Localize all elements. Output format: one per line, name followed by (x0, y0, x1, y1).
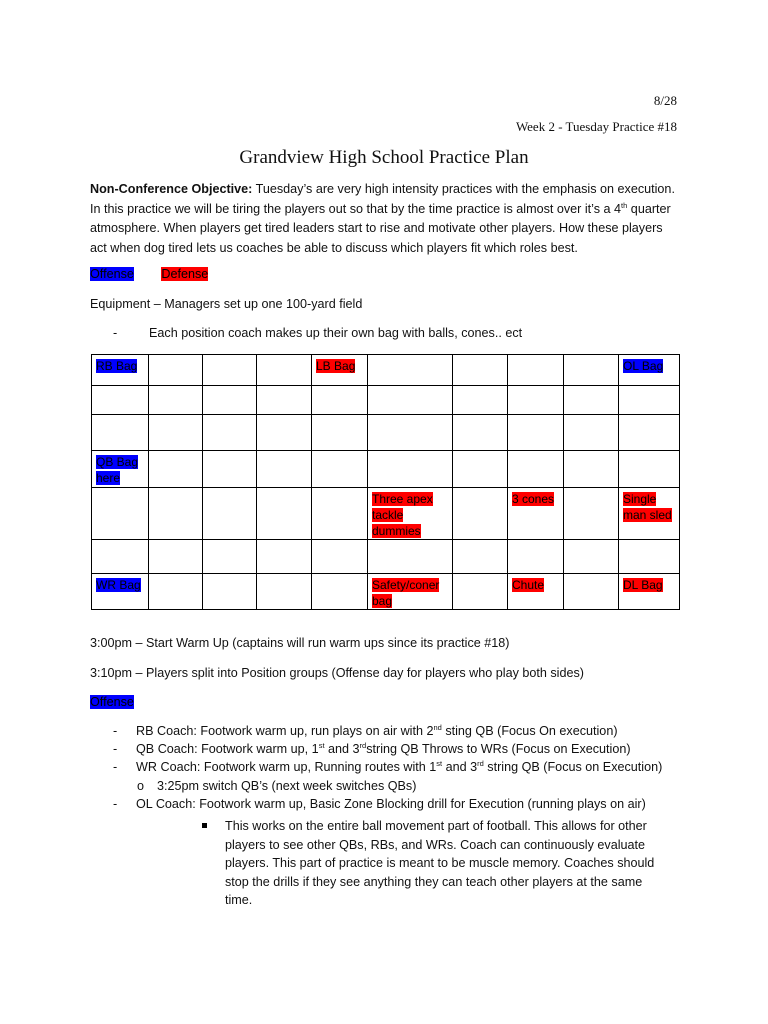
list-item-qb (113, 740, 693, 758)
defense-tag: Defense (161, 267, 209, 281)
table-cell (257, 355, 312, 386)
table-cell (203, 415, 257, 451)
table-cell (453, 540, 508, 574)
table-cell (203, 451, 257, 488)
qb-sup-2: rd (359, 741, 367, 751)
date: 8/28 (653, 93, 677, 108)
table-cell (257, 386, 312, 415)
table-cell (564, 415, 619, 451)
table-cell (257, 415, 312, 451)
ol-text: OL Coach: Footwork warm up, Basic Zone Blocking drill for Execution (running plays on air) (136, 796, 646, 811)
table-cell (312, 540, 368, 574)
objective-label: Non-Conference Objective: (90, 182, 253, 196)
table-cell (508, 355, 564, 386)
warmup-line: 3:00pm – Start Warm Up (captains will run warm ups since its practice #18) (90, 636, 510, 650)
list-item-ol (113, 795, 693, 813)
table-cell (619, 355, 680, 386)
table-cell (619, 540, 680, 574)
table-cell (203, 386, 257, 415)
table-cell (203, 574, 257, 610)
cell-label: LB Bag (316, 359, 356, 373)
table-cell (368, 488, 453, 540)
legend-tags (90, 267, 232, 281)
table-cell (149, 355, 203, 386)
field-layout-table (91, 354, 680, 610)
table-cell (257, 488, 312, 540)
objective-text-2: quarter atmosphere. When players get tired leaders start to rise and motivate other players. How these players act when dog tired lets us coaches be able to discuss which players fit which roles best. (90, 201, 671, 255)
table-cell (203, 488, 257, 540)
cell-label: Safety/coner bag (372, 578, 440, 608)
table-cell (508, 540, 564, 574)
table-cell (619, 574, 680, 610)
table-cell (149, 574, 203, 610)
table-cell (368, 415, 453, 451)
cell-label: Three apex tackle dummies (372, 492, 433, 538)
qb-text-2: and 3 (324, 742, 360, 757)
list-item-wr-sub (113, 777, 693, 795)
ol-note-text: This works on the entire ball movement part of football. This allows for other players to see other QBs, RBs, and WRs. Coach can continuously evaluate players. This part of practice is meant to be muscle memory. Coaches should stop the drills if they see anything they can teach other players at the same time. (225, 819, 655, 908)
wr-sup-1: st (436, 759, 443, 769)
cell-label: RB Bag (96, 359, 138, 373)
list-item-rb (113, 722, 693, 740)
dash-marker: - (113, 796, 118, 811)
list-item-wr (113, 758, 693, 776)
table-cell (257, 540, 312, 574)
wr-text-2: and 3 (442, 760, 478, 775)
table-cell (257, 574, 312, 610)
page-title: Grandview High School Practice Plan (239, 147, 529, 168)
table-cell (508, 574, 564, 610)
offense-tag-2: Offense (90, 695, 134, 709)
table-cell (92, 355, 149, 386)
table-cell (619, 488, 680, 540)
wr-sub-text: 3:25pm switch QB’s (next week switches QBs) (157, 778, 417, 793)
table-cell (453, 574, 508, 610)
table-row (92, 386, 680, 415)
table-cell (453, 451, 508, 488)
table-cell (149, 415, 203, 451)
table-cell (92, 488, 149, 540)
table-cell (149, 451, 203, 488)
table-cell (453, 488, 508, 540)
table-cell (257, 451, 312, 488)
table-cell (619, 451, 680, 488)
table-row (92, 355, 680, 386)
wr-sup-2: rd (477, 759, 484, 769)
table-cell (564, 451, 619, 488)
table-row (92, 488, 680, 540)
wr-text-3: string QB (Focus on Execution) (483, 760, 663, 775)
table-cell (564, 488, 619, 540)
table-cell (453, 415, 508, 451)
offense-tag: Offense (90, 267, 134, 281)
cell-label: Chute (512, 578, 545, 592)
square-bullet-icon (202, 823, 207, 828)
table-row (92, 451, 680, 488)
cell-label: OL Bag (623, 359, 664, 373)
table-cell (312, 355, 368, 386)
table-cell (92, 540, 149, 574)
table-cell (453, 355, 508, 386)
table-cell (203, 540, 257, 574)
table-cell (508, 415, 564, 451)
table-cell (312, 451, 368, 488)
table-cell (92, 574, 149, 610)
cell-label: Single man sled (623, 492, 672, 522)
rb-text-2: sting QB (Focus On execution) (441, 724, 618, 738)
dash-marker: - (113, 326, 118, 340)
table-cell (312, 415, 368, 451)
ol-note (206, 817, 666, 910)
table-cell (508, 451, 564, 488)
table-row (92, 574, 680, 610)
table-cell (92, 386, 149, 415)
cell-label: 3 cones (512, 492, 555, 506)
table-cell (619, 386, 680, 415)
rb-text-1: RB Coach: Footwork warm up, run plays on air with 2 (136, 724, 434, 738)
split-line: 3:10pm – Players split into Position groups (Offense day for players who play both sides) (90, 666, 584, 680)
qb-text-3: string QB Throws to WRs (Focus on Execution) (366, 742, 631, 757)
table-row (92, 540, 680, 574)
table-cell (149, 386, 203, 415)
table-cell (92, 415, 149, 451)
table-cell (564, 540, 619, 574)
table-cell (564, 355, 619, 386)
table-cell (312, 574, 368, 610)
dash-marker: - (113, 724, 118, 738)
table-cell (149, 488, 203, 540)
cell-label: WR Bag (96, 578, 141, 592)
rb-sup: nd (433, 722, 442, 732)
cell-label: QB Bag here (96, 455, 139, 485)
qb-sup-1: st (318, 741, 325, 751)
coach-list (113, 722, 693, 813)
table-cell (564, 574, 619, 610)
objective-paragraph (90, 180, 680, 258)
table-cell (508, 386, 564, 415)
objective-sup: th (621, 200, 628, 210)
equipment-bullet-text: Each position coach makes up their own bag with balls, cones.. ect (149, 326, 523, 340)
table-cell (92, 451, 149, 488)
cell-label: DL Bag (623, 578, 663, 592)
table-cell (368, 574, 453, 610)
table-cell (312, 488, 368, 540)
table-cell (453, 386, 508, 415)
table-cell (564, 386, 619, 415)
table-cell (312, 386, 368, 415)
equipment-heading: Equipment – Managers set up one 100-yard field (90, 297, 363, 311)
qb-text-1: QB Coach: Footwork warm up, 1 (136, 742, 319, 757)
table-cell (368, 451, 453, 488)
table-cell (619, 415, 680, 451)
table-row (92, 415, 680, 451)
table-cell (149, 540, 203, 574)
wr-text-1: WR Coach: Footwork warm up, Running routes with 1 (136, 760, 437, 775)
table-cell (368, 386, 453, 415)
dash-marker: - (113, 742, 118, 757)
circle-marker: o (137, 778, 145, 793)
objective-text-1: Tuesday’s are very high intensity practices with the emphasis on execution. In this practice we will be tiring the players out so that by the time practice is almost over it’s a 4 (90, 182, 675, 216)
table-cell (203, 355, 257, 386)
equipment-bullet (113, 326, 522, 340)
dash-marker: - (113, 760, 118, 775)
week-label: Week 2 - Tuesday Practice #18 (515, 119, 677, 134)
table-cell (368, 355, 453, 386)
table-cell (508, 488, 564, 540)
table-cell (368, 540, 453, 574)
offense-section-tag (90, 695, 134, 709)
